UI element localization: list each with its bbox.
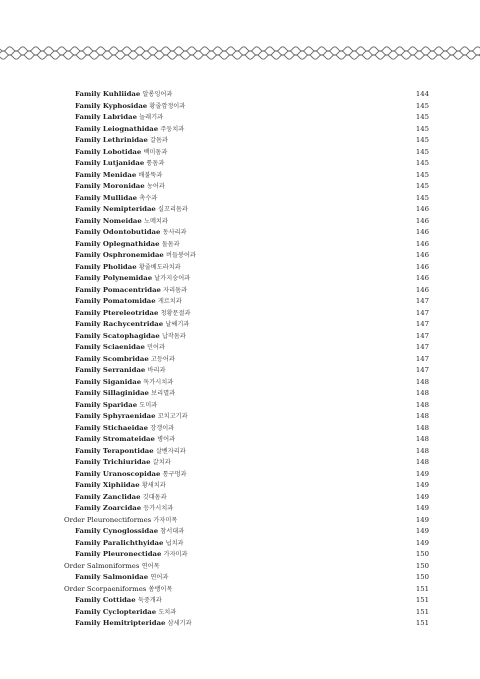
entry-label <box>75 296 182 308</box>
korean-name: 살벤자리과 <box>155 447 186 455</box>
toc-family-entry <box>0 308 480 320</box>
entry-label <box>75 526 184 538</box>
page-number: 146 <box>415 228 429 236</box>
entry-label <box>75 273 190 285</box>
korean-name: 납작돔과 <box>161 332 186 340</box>
korean-name: 독가시치과 <box>143 378 174 386</box>
korean-name: 병어과 <box>157 436 176 443</box>
entry-label <box>75 158 164 170</box>
korean-name: 통구멍과 <box>162 470 187 478</box>
toc-family-entry <box>0 549 480 561</box>
entry-label <box>75 135 168 147</box>
toc-family-entry <box>0 147 480 159</box>
scientific-name: Family Kyphosidae <box>75 101 148 110</box>
korean-name: 넙치과 <box>165 539 184 547</box>
toc-family-entry <box>0 135 480 147</box>
toc-family-entry <box>0 365 480 377</box>
toc-family-entry <box>0 423 480 435</box>
scientific-name: Family Oplegnathidae <box>75 239 160 248</box>
toc-family-entry <box>0 170 480 182</box>
entry-label <box>75 618 192 630</box>
entry-label <box>75 193 157 205</box>
page-number: 148 <box>415 400 429 409</box>
korean-name: 실꼬리돔과 <box>158 206 188 213</box>
korean-name: 보리멸과 <box>151 390 176 397</box>
entry-label <box>75 469 187 481</box>
toc-family-entry <box>0 388 480 400</box>
table-of-contents <box>0 89 480 630</box>
entry-label <box>75 285 187 297</box>
entry-label <box>75 216 168 228</box>
toc-family-entry <box>0 457 480 469</box>
scientific-name: Family Stromateidae <box>75 435 155 443</box>
toc-family-entry <box>0 469 480 481</box>
korean-name: 연어과 <box>150 574 169 581</box>
scientific-name: Family Pomatomidae <box>75 297 156 305</box>
entry-label <box>75 319 189 331</box>
page-number: 147 <box>415 343 429 351</box>
page-number: 148 <box>415 423 429 432</box>
toc-family-entry <box>0 377 480 389</box>
scientific-name: Family Stichaeidae <box>75 423 149 432</box>
korean-name: 황줄베도라치과 <box>138 263 181 271</box>
page-number: 146 <box>415 239 429 248</box>
page-number: 146 <box>415 216 429 225</box>
toc-family-entry <box>0 480 480 492</box>
entry-label <box>75 434 175 446</box>
scientific-name: Family Scombridae <box>75 354 149 363</box>
entry-label <box>75 124 184 136</box>
entry-label <box>75 354 175 366</box>
scientific-name: Family Hemitripteridae <box>75 619 166 627</box>
page-number: 145 <box>415 159 429 167</box>
toc-family-entry <box>0 503 480 515</box>
scientific-name: Family Pholidae <box>75 262 137 271</box>
scientific-name: Order Salmoniformes <box>64 561 140 570</box>
scientific-name: Family Sciaenidae <box>75 343 145 351</box>
scientific-name: Family Cottidae <box>75 596 136 604</box>
entry-label <box>75 457 171 469</box>
korean-name: 돌돔과 <box>161 240 180 248</box>
entry-label <box>75 101 185 113</box>
page-number: 146 <box>415 262 429 271</box>
toc-family-entry <box>0 607 480 619</box>
page-number: 145 <box>415 124 429 133</box>
korean-name: 주둥치과 <box>160 125 185 133</box>
korean-name: 꼬치고기과 <box>157 413 188 420</box>
entry-label <box>75 549 188 561</box>
entry-label <box>75 112 163 124</box>
korean-name: 농어과 <box>146 183 165 190</box>
korean-name: 동사리과 <box>162 229 187 236</box>
entry-label <box>75 89 172 101</box>
entry-label <box>75 572 168 584</box>
entry-label <box>75 365 165 377</box>
toc-family-entry <box>0 204 480 216</box>
entry-label <box>75 480 166 492</box>
page-number: 145 <box>415 136 429 144</box>
page-number: 148 <box>415 377 429 386</box>
scientific-name: Family Mullidae <box>75 193 138 202</box>
page-number: 145 <box>415 113 429 121</box>
entry-label <box>75 147 167 159</box>
toc-family-entry <box>0 216 480 228</box>
page-number: 149 <box>415 527 429 535</box>
korean-name: 민어과 <box>147 344 165 351</box>
page-number: 147 <box>415 308 429 317</box>
scientific-name: Family Nomeidae <box>75 216 142 225</box>
entry-label <box>75 400 157 412</box>
scientific-name: Family Lutjanidae <box>75 159 145 167</box>
scientific-name: Family Labridae <box>75 113 137 121</box>
entry-label <box>75 204 188 216</box>
toc-family-entry <box>0 319 480 331</box>
scientific-name: Family Scatophagidae <box>75 331 160 340</box>
korean-name: 쏨뱅이목 <box>148 585 173 593</box>
page-number: 146 <box>415 205 429 213</box>
entry-label <box>75 595 162 607</box>
scientific-name: Family Sillaginidae <box>75 389 149 397</box>
korean-name: 둑중개과 <box>137 597 162 604</box>
entry-label <box>75 170 162 182</box>
page-number: 148 <box>415 446 429 455</box>
scientific-name: Order Scorpaeniformes <box>64 584 147 593</box>
entry-label <box>75 342 165 354</box>
page-number: 149 <box>415 469 429 478</box>
page-number: 145 <box>415 147 429 156</box>
scientific-name: Family Siganidae <box>75 377 142 386</box>
korean-name: 가자미목 <box>153 516 178 524</box>
scientific-name: Family Osphronemidae <box>75 251 164 259</box>
page-number: 144 <box>415 90 429 98</box>
toc-family-entry <box>0 250 480 262</box>
toc-family-entry <box>0 342 480 354</box>
entry-label <box>64 584 172 596</box>
scientific-name: Family Uranoscopidae <box>75 469 161 478</box>
page-number: 148 <box>415 412 429 420</box>
scientific-name: Family Leiognathidae <box>75 124 159 133</box>
toc-family-entry <box>0 446 480 458</box>
toc-family-entry <box>0 595 480 607</box>
toc-family-entry <box>0 296 480 308</box>
scientific-name: Family Rachycentridae <box>75 320 164 328</box>
page-number: 148 <box>415 458 429 466</box>
toc-family-entry <box>0 181 480 193</box>
korean-name: 버들붕어과 <box>166 252 196 259</box>
page-number: 151 <box>415 607 429 616</box>
korean-name: 등가시치과 <box>143 505 174 512</box>
toc-family-entry <box>0 193 480 205</box>
entry-label <box>75 227 187 239</box>
toc-family-entry <box>0 331 480 343</box>
korean-name: 청황문절과 <box>160 309 191 317</box>
toc-family-entry <box>0 538 480 550</box>
page-number: 146 <box>415 285 429 294</box>
korean-name: 삼세기과 <box>167 620 192 627</box>
page-number: 151 <box>415 619 429 627</box>
entry-label <box>64 515 177 527</box>
korean-name: 날쌔기과 <box>165 321 190 328</box>
toc-family-entry <box>0 158 480 170</box>
korean-name: 연어목 <box>141 562 160 570</box>
entry-label <box>75 250 196 262</box>
page-number: 145 <box>415 170 429 179</box>
korean-name: 백미돔과 <box>143 148 168 156</box>
entry-label <box>75 331 186 343</box>
page-number: 148 <box>415 389 429 397</box>
korean-name: 황새치과 <box>141 482 166 489</box>
toc-family-entry <box>0 101 480 113</box>
page-number: 145 <box>415 182 429 190</box>
entry-label <box>75 388 175 400</box>
page-number: 147 <box>415 320 429 328</box>
entry-label <box>75 262 181 274</box>
page-number: 147 <box>415 366 429 374</box>
entry-label <box>75 377 173 389</box>
toc-family-entry <box>0 492 480 504</box>
page-number: 147 <box>415 331 429 340</box>
entry-label <box>75 423 174 435</box>
page-number: 151 <box>415 596 429 604</box>
scientific-name: Family Xiphiidae <box>75 481 140 489</box>
scientific-name: Family Serranidae <box>75 366 146 374</box>
page-number: 145 <box>415 193 429 202</box>
toc-family-entry <box>0 411 480 423</box>
page-number: 149 <box>415 504 429 512</box>
korean-name: 날가지숭어과 <box>154 275 191 282</box>
entry-label <box>75 239 180 251</box>
scientific-name: Order Pleuronectiformes <box>64 515 152 524</box>
scientific-name: Family Pomacentridae <box>75 285 161 294</box>
entry-label <box>75 538 184 550</box>
scientific-name: Family Cynoglossidae <box>75 527 159 535</box>
page-number: 149 <box>415 538 429 547</box>
entry-label <box>75 181 165 193</box>
toc-family-entry <box>0 400 480 412</box>
entry-label <box>75 411 188 423</box>
toc-family-entry <box>0 618 480 630</box>
scientific-name: Family Odontobutidae <box>75 228 161 236</box>
page-number: 151 <box>415 584 429 593</box>
scientific-name: Family Cyclopteridae <box>75 607 157 616</box>
toc-order-entry <box>0 584 480 596</box>
scientific-name: Family Zoarcidae <box>75 504 142 512</box>
scientific-name: Family Kuhliidae <box>75 90 141 98</box>
toc-family-entry <box>0 262 480 274</box>
page-number: 146 <box>415 274 429 282</box>
korean-name: 퉁돔과 <box>146 160 165 167</box>
scientific-name: Family Lethrinidae <box>75 136 148 144</box>
toc-family-entry <box>0 572 480 584</box>
scientific-name: Family Polynemidae <box>75 274 153 282</box>
scientific-name: Family Ptereleotridae <box>75 308 159 317</box>
korean-name: 장갱이과 <box>150 424 175 432</box>
scientific-name: Family Menidae <box>75 170 137 179</box>
scientific-name: Family Pleuronectidae <box>75 550 162 558</box>
page-number: 150 <box>415 573 429 581</box>
korean-name: 가자미과 <box>163 551 188 558</box>
page-number: 149 <box>415 492 429 501</box>
toc-family-entry <box>0 434 480 446</box>
entry-label <box>64 561 160 573</box>
page-number: 150 <box>415 561 429 570</box>
decorative-wave-border <box>0 44 480 62</box>
page-number: 149 <box>415 515 429 524</box>
entry-label <box>75 492 167 504</box>
toc-family-entry <box>0 89 480 101</box>
page-number: 150 <box>415 550 429 558</box>
scientific-name: Family Trichiuridae <box>75 458 151 466</box>
korean-name: 놀래기과 <box>139 114 164 121</box>
korean-name: 자리돔과 <box>163 286 188 294</box>
page-number: 146 <box>415 251 429 259</box>
page-number: 148 <box>415 435 429 443</box>
page-number: 149 <box>415 481 429 489</box>
entry-label <box>75 503 173 515</box>
korean-name: 촉수과 <box>139 194 158 202</box>
page-number: 147 <box>415 297 429 305</box>
korean-name: 알롱잉어과 <box>142 91 173 98</box>
scientific-name: Family Lobotidae <box>75 147 142 156</box>
toc-family-entry <box>0 227 480 239</box>
scientific-name: Family Sparidae <box>75 400 138 409</box>
scientific-name: Family Terapontidae <box>75 446 154 455</box>
korean-name: 게르치과 <box>157 298 182 305</box>
korean-name: 고등어과 <box>150 355 175 363</box>
korean-name: 바리과 <box>147 367 166 374</box>
toc-family-entry <box>0 526 480 538</box>
toc-family-entry <box>0 273 480 285</box>
entry-label <box>75 446 186 458</box>
scientific-name: Family Moronidae <box>75 182 145 190</box>
korean-name: 갈치과 <box>152 459 171 466</box>
korean-name: 갈돔과 <box>150 137 169 144</box>
scientific-name: Family Zanclidae <box>75 492 141 501</box>
korean-name: 도치과 <box>158 608 177 616</box>
korean-name: 깃대돔과 <box>142 493 167 501</box>
entry-label <box>75 607 176 619</box>
toc-order-entry <box>0 561 480 573</box>
korean-name: 도미과 <box>139 401 158 409</box>
korean-name: 노메치과 <box>143 217 168 225</box>
korean-name: 참서대과 <box>160 528 185 535</box>
korean-name: 황줄깜정이과 <box>149 102 186 110</box>
korean-name: 배불뚝과 <box>138 171 163 179</box>
page-number: 147 <box>415 354 429 363</box>
toc-family-entry <box>0 354 480 366</box>
scientific-name: Family Sphyraenidae <box>75 412 156 420</box>
toc-order-entry <box>0 515 480 527</box>
toc-family-entry <box>0 112 480 124</box>
toc-family-entry <box>0 124 480 136</box>
scientific-name: Family Paralichthyidae <box>75 538 164 547</box>
entry-label <box>75 308 190 320</box>
toc-family-entry <box>0 285 480 297</box>
scientific-name: Family Salmonidae <box>75 573 149 581</box>
toc-family-entry <box>0 239 480 251</box>
page-number: 145 <box>415 101 429 110</box>
scientific-name: Family Nemipteridae <box>75 205 156 213</box>
